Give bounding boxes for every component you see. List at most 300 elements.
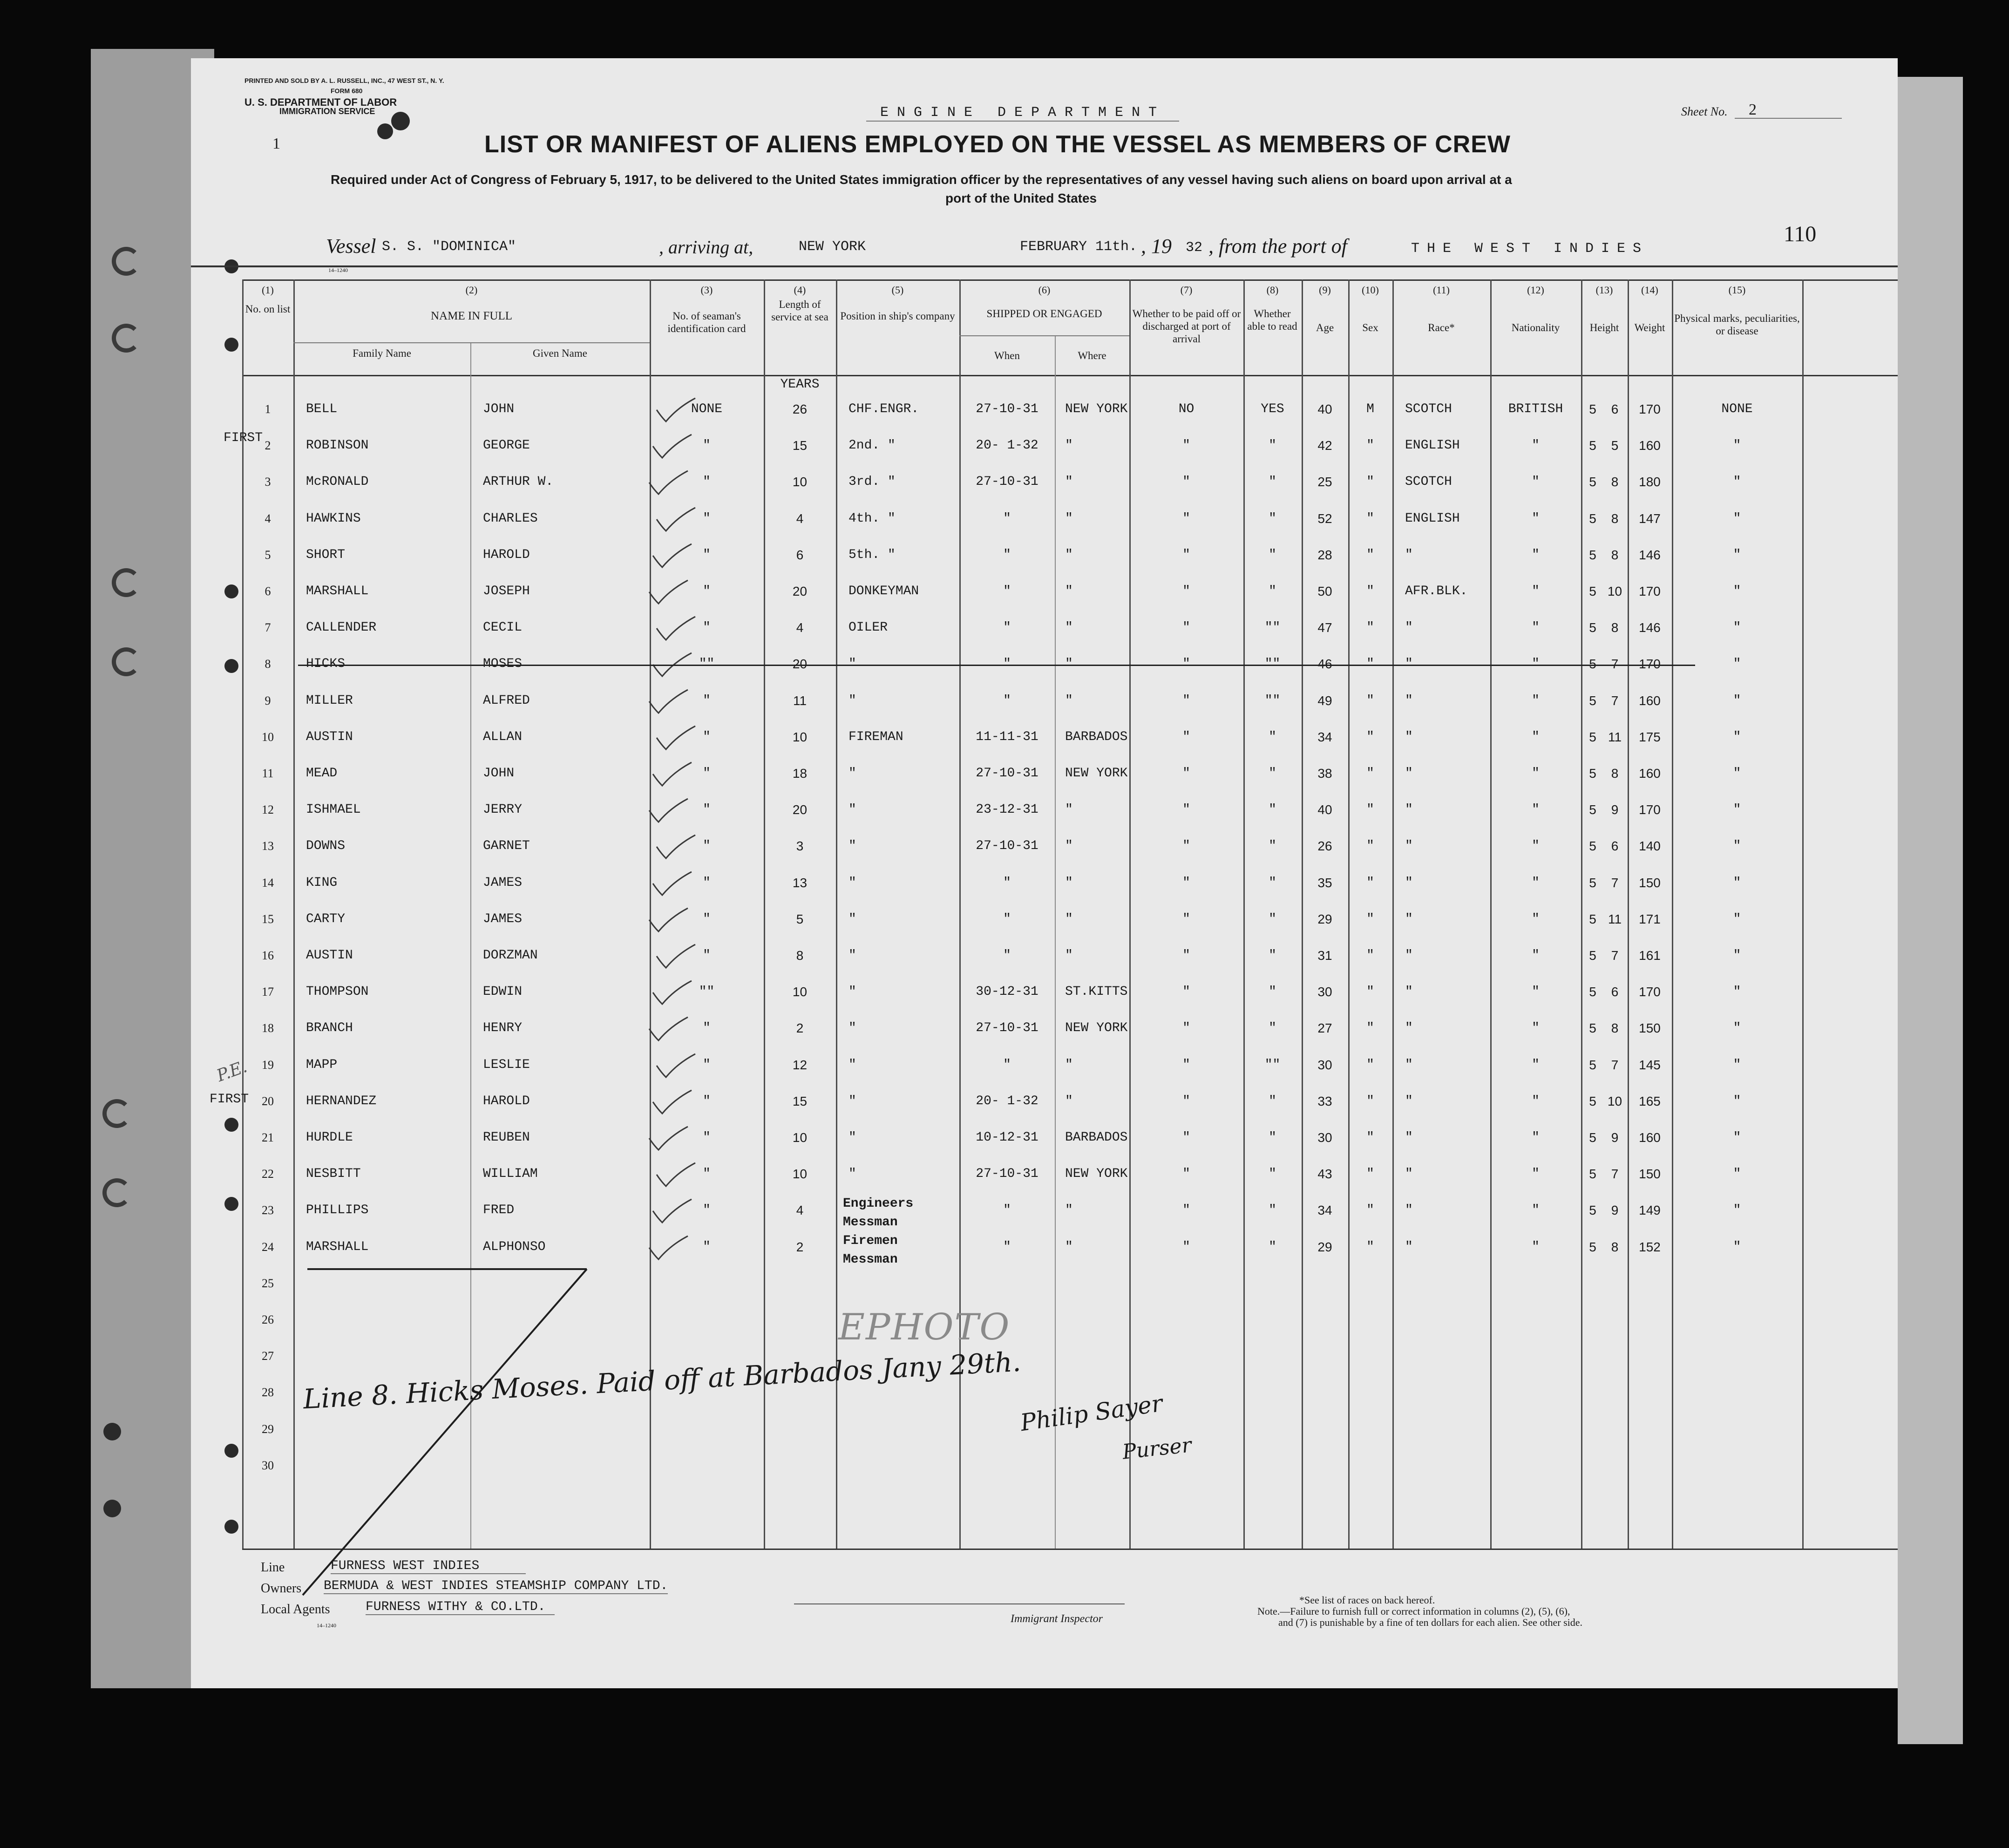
- binder-clip-icon: [112, 247, 141, 276]
- row-number: 24: [262, 1240, 274, 1254]
- table-row: [191, 646, 1898, 682]
- cell-race: ": [1405, 1057, 1413, 1072]
- cell-sex: ": [1366, 875, 1374, 890]
- cell-ht-in: 9: [1611, 802, 1619, 817]
- cell-service: 2: [796, 1239, 804, 1254]
- cell-marks: ": [1733, 1203, 1741, 1218]
- row-number: 5: [265, 548, 271, 562]
- cell-family: BRANCH: [306, 1021, 353, 1036]
- cell-age: 29: [1317, 1239, 1332, 1254]
- cell-weight: 147: [1639, 511, 1661, 526]
- cell-sex: ": [1366, 511, 1374, 526]
- cell-given: MOSES: [483, 657, 523, 672]
- col-number: (2): [465, 284, 478, 296]
- cell-nationality: ": [1532, 1203, 1540, 1218]
- cell-ht-in: 7: [1611, 948, 1619, 963]
- col-number: (6): [1038, 284, 1051, 296]
- cell-sex: ": [1366, 1057, 1374, 1072]
- cell-read: "": [1264, 1057, 1281, 1072]
- cell-race: ": [1405, 1239, 1413, 1254]
- table-row: [191, 719, 1898, 755]
- cell-read: ": [1269, 475, 1276, 489]
- cell-family: MILLER: [306, 693, 353, 708]
- cell-service: 20: [792, 802, 808, 817]
- cell-family: HURDLE: [306, 1130, 353, 1145]
- footer-form-code: 14–1240: [317, 1622, 336, 1629]
- cell-ht-ft: 5: [1589, 657, 1596, 672]
- cell-family: THOMPSON: [306, 985, 369, 999]
- department-name: U. S. DEPARTMENT OF LABOR: [244, 96, 397, 108]
- checkmark-icon: [654, 942, 696, 970]
- cell-given: WILLIAM: [483, 1167, 538, 1182]
- cell-service: 3: [796, 839, 804, 854]
- cell-position: DONKEYMAN: [848, 584, 919, 598]
- cell-when: 20- 1-32: [976, 1094, 1038, 1108]
- cell-where: NEW YORK: [1065, 766, 1128, 781]
- table-row: [191, 1120, 1898, 1156]
- cell-nationality: ": [1532, 584, 1540, 598]
- cell-service: 12: [792, 1057, 808, 1072]
- cell-ht-in: 6: [1611, 985, 1619, 999]
- cell-read: "": [1264, 693, 1281, 708]
- row-number: 6: [265, 584, 271, 598]
- cell-age: 30: [1317, 1130, 1332, 1145]
- cell-weight: 171: [1639, 911, 1661, 926]
- cell-family: AUSTIN: [306, 729, 353, 744]
- cell-race: ": [1405, 693, 1413, 708]
- col-number: (12): [1527, 284, 1544, 296]
- cell-card: ": [703, 1021, 711, 1036]
- purser-title: Purser: [1121, 1433, 1193, 1464]
- cell-when: ": [1003, 875, 1011, 890]
- cell-nationality: ": [1532, 948, 1540, 963]
- cell-marks: ": [1733, 766, 1741, 781]
- cell-position: ": [848, 985, 856, 999]
- strike-diagonal: [293, 1264, 703, 1600]
- cell-service: 4: [796, 511, 804, 526]
- cell-given: FRED: [483, 1203, 515, 1218]
- cell-card: ": [703, 766, 711, 781]
- cell-weight: 149: [1639, 1203, 1661, 1218]
- cell-service: 18: [792, 766, 808, 781]
- table-row: [191, 1192, 1898, 1229]
- row-number: 7: [265, 621, 271, 635]
- vessel-label: Vessel: [326, 235, 376, 258]
- cell-race: ": [1405, 1167, 1413, 1182]
- cell-family: MAPP: [306, 1057, 338, 1072]
- row-number: 11: [262, 767, 274, 780]
- table-row: [191, 683, 1898, 719]
- cell-when: 27-10-31: [976, 1167, 1038, 1182]
- table-row: [191, 1047, 1898, 1083]
- col-header-shipped: SHIPPED OR ENGAGED: [986, 308, 1102, 319]
- col-header-sex: Sex: [1362, 322, 1378, 333]
- cell-marks: NONE: [1721, 402, 1753, 416]
- col-header-position: Position in ship's company: [840, 310, 955, 322]
- cell-weight: 160: [1639, 438, 1661, 453]
- cell-nationality: ": [1532, 875, 1540, 890]
- cell-when: ": [1003, 693, 1011, 708]
- cell-paid: ": [1182, 1239, 1190, 1254]
- cell-nationality: ": [1532, 985, 1540, 999]
- cell-position: 2nd. ": [848, 438, 896, 453]
- cell-position: ": [848, 802, 856, 817]
- col-header-paid: Whether to be paid off or discharged at port of arrival: [1132, 308, 1241, 345]
- table-row: [191, 974, 1898, 1010]
- cell-nationality: ": [1532, 547, 1540, 562]
- cell-position: 5th. ": [848, 547, 896, 562]
- row-number: 25: [262, 1276, 274, 1290]
- cell-sex: ": [1366, 475, 1374, 489]
- cell-family: CALLENDER: [306, 620, 377, 635]
- cell-ht-ft: 5: [1589, 547, 1596, 562]
- cell-position: OILER: [848, 620, 888, 635]
- cell-card: ": [703, 911, 711, 926]
- cell-read: ": [1269, 438, 1276, 453]
- cell-card: ": [703, 1167, 711, 1182]
- cell-ht-ft: 5: [1589, 766, 1596, 781]
- cell-race: ENGLISH: [1405, 438, 1460, 453]
- cell-card: ": [703, 802, 711, 817]
- form-number: FORM 680: [331, 87, 363, 95]
- cell-when: 27-10-31: [976, 766, 1038, 781]
- cell-where: ": [1065, 948, 1073, 963]
- cell-given: GARNET: [483, 839, 530, 854]
- col-header-where: Where: [1078, 350, 1106, 361]
- cell-card: NONE: [691, 402, 723, 416]
- cell-card: ": [703, 693, 711, 708]
- cell-age: 26: [1317, 839, 1332, 854]
- cell-sex: ": [1366, 766, 1374, 781]
- cell-race: ": [1405, 1130, 1413, 1145]
- cell-service: 13: [792, 875, 808, 890]
- cell-read: ": [1269, 1021, 1276, 1036]
- cell-read: ": [1269, 911, 1276, 926]
- cell-when: 27-10-31: [976, 475, 1038, 489]
- subtitle: Required under Act of Congress of February 5, 1917, to be delivered to the United States immigration officer by the representatives of any vessel having such aliens on board upon arrival at a: [331, 172, 1512, 187]
- table-row: [191, 865, 1898, 901]
- table-row: [191, 901, 1898, 938]
- cell-where: ": [1065, 802, 1073, 817]
- cell-given: HAROLD: [483, 1094, 530, 1108]
- cell-weight: 175: [1639, 729, 1661, 744]
- cell-ht-ft: 5: [1589, 911, 1596, 926]
- table-row: [191, 1229, 1898, 1265]
- cell-race: SCOTCH: [1405, 402, 1452, 416]
- cell-service: 26: [792, 402, 808, 416]
- cell-given: JOSEPH: [483, 584, 530, 598]
- cell-read: ": [1269, 839, 1276, 854]
- cell-age: 29: [1317, 911, 1332, 926]
- row-number: 14: [262, 876, 274, 890]
- summary-line: Messman: [843, 1252, 898, 1267]
- cell-service: 15: [792, 438, 808, 453]
- checkmark-icon: [651, 760, 692, 788]
- cell-age: 50: [1317, 584, 1332, 598]
- cell-sex: ": [1366, 911, 1374, 926]
- cell-paid: ": [1182, 693, 1190, 708]
- cell-paid: ": [1182, 875, 1190, 890]
- checkmark-icon: [654, 1052, 696, 1080]
- row-number: 4: [265, 511, 271, 525]
- cell-sex: ": [1366, 1239, 1374, 1254]
- sheet-number: 2: [1749, 101, 1757, 118]
- cell-read: ": [1269, 1094, 1276, 1108]
- row-number: 21: [262, 1131, 274, 1144]
- cell-race: ": [1405, 1094, 1413, 1108]
- cell-marks: ": [1733, 438, 1741, 453]
- cell-marks: ": [1733, 1239, 1741, 1254]
- cell-read: YES: [1261, 402, 1284, 416]
- col-number: (11): [1433, 284, 1450, 296]
- cell-marks: ": [1733, 839, 1741, 854]
- cell-paid: ": [1182, 511, 1190, 526]
- cell-nationality: ": [1532, 1167, 1540, 1182]
- position-summary: [843, 1195, 913, 1269]
- cell-sex: ": [1366, 620, 1374, 635]
- cell-ht-ft: 5: [1589, 693, 1596, 708]
- cell-paid: ": [1182, 1057, 1190, 1072]
- cell-weight: 160: [1639, 693, 1661, 708]
- cell-ht-in: 11: [1608, 911, 1622, 926]
- cell-race: ": [1405, 657, 1413, 672]
- cell-sex: ": [1366, 839, 1374, 854]
- cell-read: "": [1264, 620, 1281, 635]
- cell-family: HERNANDEZ: [306, 1094, 377, 1108]
- inspector-signature-line: [794, 1603, 1125, 1604]
- footer-owners-label: Owners: [261, 1581, 302, 1596]
- row-number: 26: [262, 1313, 274, 1326]
- cell-card: ": [703, 1057, 711, 1072]
- cell-card: ": [703, 584, 711, 598]
- cell-sex: ": [1366, 729, 1374, 744]
- cell-ht-ft: 5: [1589, 511, 1596, 526]
- punch-hole-icon: [224, 1520, 238, 1534]
- checkmark-icon: [654, 396, 696, 424]
- table-row: [191, 464, 1898, 500]
- col-header-name: NAME IN FULL: [431, 310, 512, 322]
- cell-card: ": [703, 948, 711, 963]
- col-header-family: Family Name: [353, 347, 411, 359]
- cell-ht-ft: 5: [1589, 875, 1596, 890]
- cell-nationality: ": [1532, 475, 1540, 489]
- cell-service: 11: [793, 693, 807, 708]
- punch-hole-icon: [377, 123, 393, 139]
- cell-read: ": [1269, 547, 1276, 562]
- from-label: , from the port of: [1208, 235, 1347, 258]
- cell-age: 30: [1317, 985, 1332, 999]
- arriving-label: , arriving at,: [659, 237, 753, 258]
- cell-ht-ft: 5: [1589, 948, 1596, 963]
- cell-where: NEW YORK: [1065, 402, 1128, 416]
- cell-family: HICKS: [306, 657, 346, 672]
- checkmark-icon: [654, 724, 696, 752]
- margin-note-first: FIRST: [210, 1092, 249, 1107]
- cell-weight: 160: [1639, 766, 1661, 781]
- binder-clip-icon: [102, 1178, 131, 1207]
- cell-marks: ": [1733, 475, 1741, 489]
- cell-when: ": [1003, 511, 1011, 526]
- binder-clip-icon: [112, 647, 141, 676]
- cell-ht-in: 10: [1607, 584, 1622, 598]
- cell-given: HENRY: [483, 1021, 523, 1036]
- cell-position: ": [848, 1057, 856, 1072]
- col-header-no: No. on list: [245, 303, 291, 315]
- cell-ht-ft: 5: [1589, 802, 1596, 817]
- cell-nationality: ": [1532, 1239, 1540, 1254]
- cell-sex: ": [1366, 657, 1374, 672]
- cell-where: ": [1065, 584, 1073, 598]
- cell-when: ": [1003, 1239, 1011, 1254]
- cell-marks: ": [1733, 729, 1741, 744]
- cell-where: ST.KITTS: [1065, 985, 1128, 999]
- cell-family: MARSHALL: [306, 584, 369, 598]
- cell-card: ": [703, 547, 711, 562]
- row-number: 12: [262, 803, 274, 817]
- cell-ht-in: 6: [1611, 402, 1619, 416]
- cell-ht-ft: 5: [1589, 1057, 1596, 1072]
- cell-sex: ": [1366, 1203, 1374, 1218]
- cell-nationality: ": [1532, 1094, 1540, 1108]
- cell-marks: ": [1733, 1057, 1741, 1072]
- cell-where: ": [1065, 875, 1073, 890]
- checkmark-icon: [654, 1161, 696, 1189]
- cell-ht-ft: 5: [1589, 1167, 1596, 1182]
- cell-nationality: ": [1532, 839, 1540, 854]
- cell-service: 2: [796, 1021, 804, 1036]
- cell-when: ": [1003, 911, 1011, 926]
- cell-where: NEW YORK: [1065, 1021, 1128, 1036]
- cell-age: 42: [1317, 438, 1332, 453]
- col-header-given: Given Name: [533, 347, 587, 359]
- cell-card: ": [703, 875, 711, 890]
- cell-paid: ": [1182, 438, 1190, 453]
- cell-card: "": [699, 985, 715, 999]
- cell-given: DORZMAN: [483, 948, 538, 963]
- cell-nationality: ": [1532, 911, 1540, 926]
- cell-ht-ft: 5: [1589, 475, 1596, 489]
- cell-family: ROBINSON: [306, 438, 369, 453]
- margin-note-first: FIRST: [224, 431, 263, 445]
- cell-paid: ": [1182, 620, 1190, 635]
- cell-age: 30: [1317, 1057, 1332, 1072]
- cell-where: BARBADOS: [1065, 729, 1128, 744]
- cell-ht-in: 7: [1611, 1057, 1619, 1072]
- cell-sex: ": [1366, 1021, 1374, 1036]
- cell-ht-in: 11: [1608, 729, 1622, 744]
- cell-ht-ft: 5: [1589, 1094, 1596, 1108]
- cell-where: NEW YORK: [1065, 1167, 1128, 1182]
- cell-ht-in: 7: [1611, 693, 1619, 708]
- vessel-name: S. S. "DOMINICA": [382, 239, 516, 255]
- col-number: (13): [1595, 284, 1613, 296]
- cell-paid: ": [1182, 729, 1190, 744]
- table-row: [191, 537, 1898, 573]
- cell-card: ": [703, 839, 711, 854]
- checkmark-icon: [651, 1088, 692, 1116]
- col-number: (9): [1319, 284, 1331, 296]
- table-row: [191, 391, 1898, 428]
- cell-position: ": [848, 1167, 856, 1182]
- cell-card: ": [703, 729, 711, 744]
- cell-ht-ft: 5: [1589, 1239, 1596, 1254]
- cell-ht-in: 8: [1611, 475, 1619, 489]
- table-row: [191, 428, 1898, 464]
- cell-ht-in: 9: [1611, 1203, 1619, 1218]
- cell-given: ALFRED: [483, 693, 530, 708]
- cell-given: CHARLES: [483, 511, 538, 526]
- table-row: [191, 828, 1898, 864]
- cell-paid: ": [1182, 475, 1190, 489]
- checkmark-icon: [654, 505, 696, 533]
- cell-read: ": [1269, 985, 1276, 999]
- cell-family: KING: [306, 875, 338, 890]
- cell-read: ": [1269, 875, 1276, 890]
- binder-clip-icon: [112, 324, 141, 353]
- cell-age: 27: [1317, 1021, 1332, 1036]
- cell-sex: ": [1366, 693, 1374, 708]
- cell-family: MEAD: [306, 766, 338, 781]
- cell-where: ": [1065, 839, 1073, 854]
- cell-sex: ": [1366, 802, 1374, 817]
- table-row: [191, 501, 1898, 537]
- checkmark-icon: [654, 833, 696, 861]
- cell-weight: 170: [1639, 584, 1661, 598]
- cell-race: ": [1405, 1203, 1413, 1218]
- cell-sex: ": [1366, 948, 1374, 963]
- cell-given: ARTHUR W.: [483, 475, 554, 489]
- cell-nationality: ": [1532, 620, 1540, 635]
- cell-position: ": [848, 875, 856, 890]
- cell-race: ": [1405, 875, 1413, 890]
- cell-ht-ft: 5: [1589, 402, 1596, 416]
- cell-nationality: ": [1532, 802, 1540, 817]
- cell-paid: NO: [1178, 402, 1195, 416]
- col-header-weight: Weight: [1634, 322, 1665, 333]
- cell-weight: 150: [1639, 1021, 1661, 1036]
- col-number: (4): [794, 284, 806, 296]
- cell-when: ": [1003, 1057, 1011, 1072]
- cell-position: 3rd. ": [848, 475, 896, 489]
- cell-age: 33: [1317, 1094, 1332, 1108]
- cell-ht-in: 8: [1611, 547, 1619, 562]
- cell-paid: ": [1182, 948, 1190, 963]
- cell-marks: ": [1733, 1094, 1741, 1108]
- cell-when: 30-12-31: [976, 985, 1038, 999]
- table-row: [191, 1010, 1898, 1046]
- cell-nationality: ": [1532, 438, 1540, 453]
- cell-ht-ft: 5: [1589, 1021, 1596, 1036]
- cell-given: JOHN: [483, 402, 515, 416]
- table-row: [191, 938, 1898, 974]
- year-prefix: , 19: [1141, 235, 1172, 258]
- cell-weight: 165: [1639, 1094, 1661, 1108]
- table-row: [191, 792, 1898, 828]
- cell-race: ": [1405, 985, 1413, 999]
- cell-read: ": [1269, 1239, 1276, 1254]
- purser-signature: Philip Sayer: [1018, 1389, 1165, 1437]
- footer-agents-value: FURNESS WITHY & CO.LTD.: [366, 1600, 555, 1615]
- cell-weight: 180: [1639, 475, 1661, 489]
- cell-position: ": [848, 911, 856, 926]
- cell-when: 27-10-31: [976, 839, 1038, 854]
- cell-ht-in: 10: [1607, 1094, 1622, 1108]
- footer-line-value: FURNESS WEST INDIES: [331, 1559, 526, 1574]
- cell-when: 23-12-31: [976, 802, 1038, 817]
- inspector-label: Immigrant Inspector: [1011, 1613, 1103, 1625]
- cell-marks: ": [1733, 1167, 1741, 1182]
- cell-service: 10: [792, 985, 808, 999]
